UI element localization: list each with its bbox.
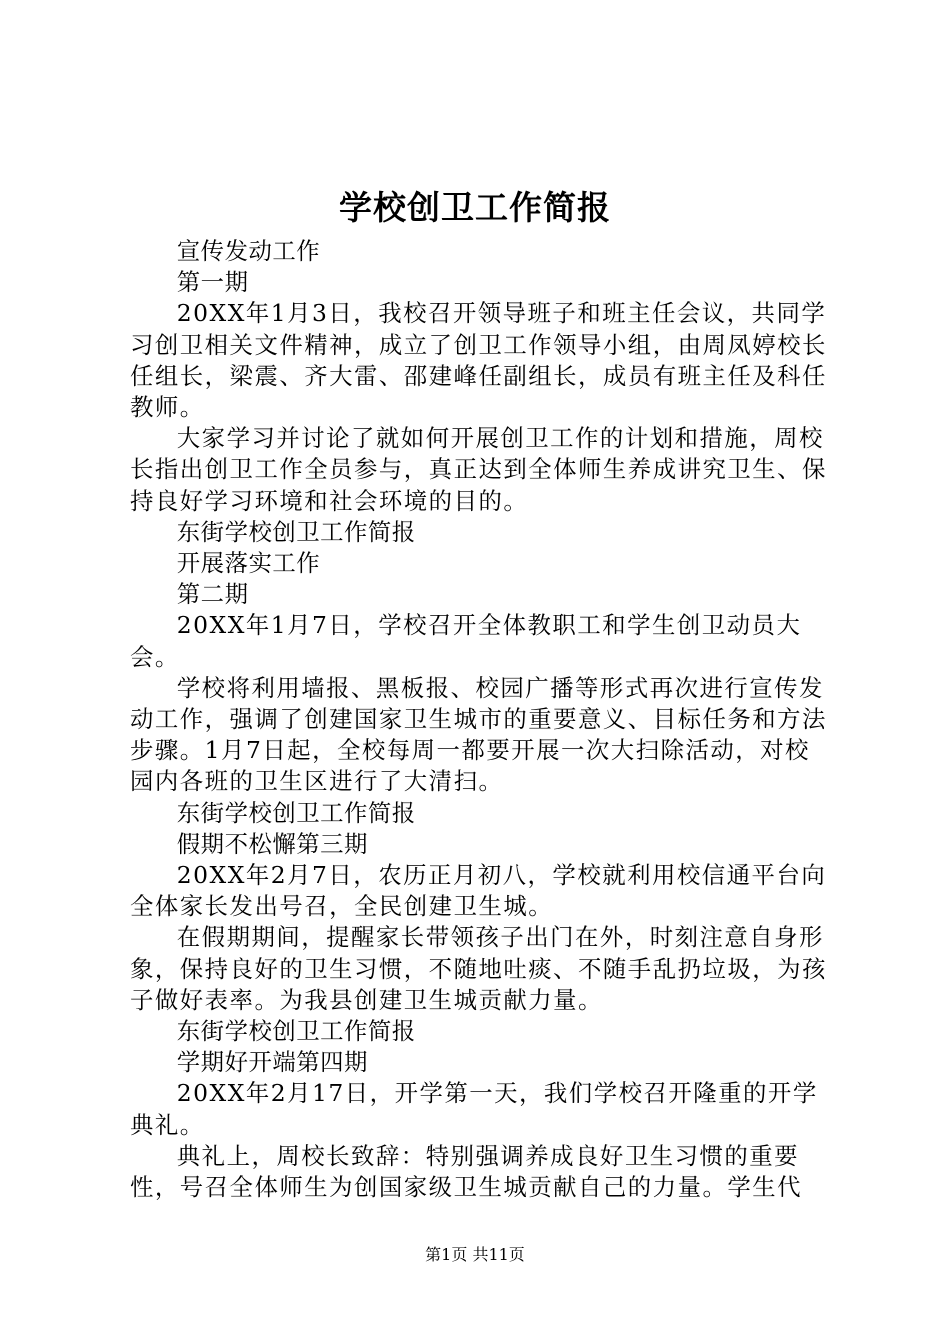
body-paragraph: 20XX年2月17日，开学第一天，我们学校召开隆重的开学典礼。	[130, 1079, 818, 1139]
newsletter-heading: 东街学校创卫工作简报	[176, 517, 416, 546]
page-footer: 第1页 共11页	[425, 1245, 525, 1264]
body-paragraph: 典礼上，周校长致辞：特别强调养成良好卫生习惯的重要性，号召全体师生为创国家级卫生城贡献自己的力量。学生代	[130, 1141, 803, 1202]
section-heading: 宣传发动工作	[176, 237, 321, 265]
body-paragraph: 学校将利用墙报、黑板报、校园广播等形式再次进行宣传发动工作，强调了创建国家卫生城市的重要意义、目标任务和方法步骤。1月7日起，全校每周一都要开展一次大扫除活动，对校园内各班的卫生区进行了大清扫。	[130, 673, 827, 796]
body-paragraph: 在假期期间，提醒家长带领孩子出门在外，时刻注意自身形象，保持良好的卫生习惯，不随地吐痰、不随手乱扔垃圾，为孩子做好表率。为我县创建卫生城贡献力量。	[130, 923, 827, 1014]
document-title: 学校创卫工作简报	[339, 188, 611, 227]
issue-number: 第一期	[176, 268, 249, 297]
body-paragraph: 20XX年1月7日，学校召开全体教职工和学生创卫动员大会。	[130, 611, 802, 671]
issue-number: 第二期	[176, 580, 249, 609]
newsletter-heading: 东街学校创卫工作简报	[176, 798, 416, 827]
body-paragraph: 20XX年1月3日，我校召开领导班子和班主任会议，共同学习创卫相关文件精神，成立了创卫工作领导小组，由周凤婷校长任组长，梁震、齐大雷、邵建峰任副组长，成员有班主任及科任教师。	[130, 299, 827, 422]
document-body	[130, 236, 830, 1203]
body-paragraph: 20XX年2月7日，农历正月初八，学校就利用校信通平台向全体家长发出号召，全民创建卫生城。	[130, 861, 827, 921]
section-heading: 学期好开端第四期	[176, 1048, 368, 1077]
body-paragraph: 大家学习并讨论了就如何开展创卫工作的计划和措施，周校长指出创卫工作全员参与，真正达到全体师生养成讲究卫生、保持良好学习环境和社会环境的目的。	[130, 424, 827, 515]
section-heading: 开展落实工作	[176, 549, 321, 578]
newsletter-heading: 东街学校创卫工作简报	[176, 1017, 416, 1046]
section-heading: 假期不松懈第三期	[176, 829, 368, 858]
